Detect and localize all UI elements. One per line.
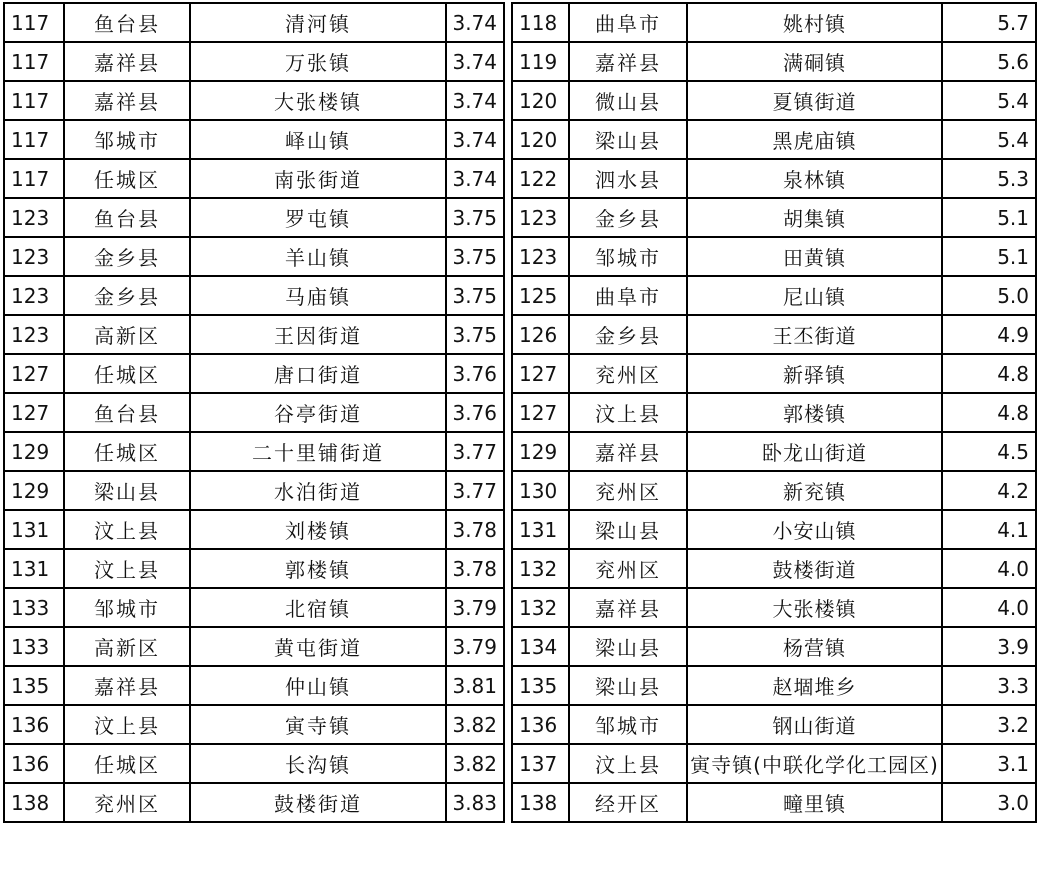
county-cell: 曲阜市 <box>569 3 687 42</box>
rank-cell: 129 <box>4 432 64 471</box>
value-cell: 3.77 <box>446 471 504 510</box>
value-cell: 3.82 <box>446 705 504 744</box>
value-cell: 4.8 <box>942 393 1036 432</box>
value-cell: 3.75 <box>446 198 504 237</box>
table-row <box>4 42 504 81</box>
county-cell: 兖州区 <box>64 783 190 822</box>
table-row <box>512 120 1036 159</box>
county-cell: 曲阜市 <box>569 276 687 315</box>
value-cell: 3.74 <box>446 3 504 42</box>
table-row <box>4 81 504 120</box>
table-row <box>4 510 504 549</box>
rank-cell: 117 <box>4 81 64 120</box>
rank-cell: 119 <box>512 42 569 81</box>
rank-cell: 135 <box>4 666 64 705</box>
county-cell: 高新区 <box>64 315 190 354</box>
county-cell: 嘉祥县 <box>569 588 687 627</box>
table-row <box>4 315 504 354</box>
rank-cell: 123 <box>4 237 64 276</box>
table-row <box>512 42 1036 81</box>
town-cell: 大张楼镇 <box>190 81 446 120</box>
table-row <box>512 276 1036 315</box>
value-cell: 3.82 <box>446 744 504 783</box>
value-cell: 3.74 <box>446 159 504 198</box>
value-cell: 3.76 <box>446 393 504 432</box>
value-cell: 5.1 <box>942 237 1036 276</box>
table-row <box>4 549 504 588</box>
value-cell: 3.75 <box>446 237 504 276</box>
value-cell: 5.7 <box>942 3 1036 42</box>
county-cell: 兖州区 <box>569 549 687 588</box>
town-cell: 泉林镇 <box>687 159 942 198</box>
rank-cell: 136 <box>4 705 64 744</box>
value-cell: 3.3 <box>942 666 1036 705</box>
town-cell: 鼓楼街道 <box>687 549 942 588</box>
county-cell: 鱼台县 <box>64 198 190 237</box>
rank-cell: 127 <box>4 393 64 432</box>
town-cell: 满硐镇 <box>687 42 942 81</box>
table-row <box>512 159 1036 198</box>
town-cell: 卧龙山街道 <box>687 432 942 471</box>
county-cell: 嘉祥县 <box>64 666 190 705</box>
town-cell: 尼山镇 <box>687 276 942 315</box>
rank-cell: 133 <box>4 588 64 627</box>
value-cell: 4.2 <box>942 471 1036 510</box>
value-cell: 3.76 <box>446 354 504 393</box>
town-cell: 新兖镇 <box>687 471 942 510</box>
table-row <box>4 354 504 393</box>
rank-cell: 118 <box>512 3 569 42</box>
value-cell: 3.79 <box>446 588 504 627</box>
town-cell: 唐口街道 <box>190 354 446 393</box>
table-row <box>512 81 1036 120</box>
rank-cell: 123 <box>512 198 569 237</box>
value-cell: 4.0 <box>942 588 1036 627</box>
value-cell: 3.74 <box>446 42 504 81</box>
table-row <box>512 3 1036 42</box>
left-table-body <box>4 3 504 822</box>
county-cell: 梁山县 <box>569 510 687 549</box>
value-cell: 5.6 <box>942 42 1036 81</box>
town-cell: 姚村镇 <box>687 3 942 42</box>
county-cell: 鱼台县 <box>64 3 190 42</box>
rank-cell: 132 <box>512 588 569 627</box>
value-cell: 5.1 <box>942 198 1036 237</box>
town-cell: 夏镇街道 <box>687 81 942 120</box>
value-cell: 3.75 <box>446 276 504 315</box>
town-cell: 疃里镇 <box>687 783 942 822</box>
county-cell: 金乡县 <box>569 315 687 354</box>
town-cell: 大张楼镇 <box>687 588 942 627</box>
county-cell: 邹城市 <box>64 120 190 159</box>
table-row <box>512 666 1036 705</box>
value-cell: 4.0 <box>942 549 1036 588</box>
rank-cell: 126 <box>512 315 569 354</box>
table-row <box>4 705 504 744</box>
table-row <box>4 471 504 510</box>
table-row <box>4 627 504 666</box>
table-row <box>4 432 504 471</box>
county-cell: 嘉祥县 <box>569 42 687 81</box>
table-row <box>4 666 504 705</box>
rank-cell: 133 <box>4 627 64 666</box>
value-cell: 4.5 <box>942 432 1036 471</box>
table-row <box>512 432 1036 471</box>
rank-cell: 123 <box>4 276 64 315</box>
county-cell: 邹城市 <box>64 588 190 627</box>
county-cell: 鱼台县 <box>64 393 190 432</box>
value-cell: 3.77 <box>446 432 504 471</box>
value-cell: 3.0 <box>942 783 1036 822</box>
value-cell: 3.1 <box>942 744 1036 783</box>
county-cell: 任城区 <box>64 744 190 783</box>
table-row <box>512 627 1036 666</box>
rank-cell: 122 <box>512 159 569 198</box>
table-row <box>512 588 1036 627</box>
table-row <box>4 198 504 237</box>
right-table-body <box>512 3 1036 822</box>
table-row <box>4 159 504 198</box>
town-cell: 郭楼镇 <box>190 549 446 588</box>
value-cell: 5.4 <box>942 120 1036 159</box>
table-row <box>512 471 1036 510</box>
town-cell: 王丕街道 <box>687 315 942 354</box>
value-cell: 3.9 <box>942 627 1036 666</box>
town-cell: 水泊街道 <box>190 471 446 510</box>
town-cell: 赵堌堆乡 <box>687 666 942 705</box>
value-cell: 4.1 <box>942 510 1036 549</box>
town-cell: 长沟镇 <box>190 744 446 783</box>
value-cell: 5.3 <box>942 159 1036 198</box>
town-cell: 马庙镇 <box>190 276 446 315</box>
value-cell: 5.0 <box>942 276 1036 315</box>
town-cell: 杨营镇 <box>687 627 942 666</box>
left-ranking-table <box>3 2 505 823</box>
county-cell: 高新区 <box>64 627 190 666</box>
town-cell: 仲山镇 <box>190 666 446 705</box>
value-cell: 3.78 <box>446 549 504 588</box>
rank-cell: 117 <box>4 3 64 42</box>
rank-cell: 129 <box>4 471 64 510</box>
county-cell: 任城区 <box>64 354 190 393</box>
town-cell: 黄屯街道 <box>190 627 446 666</box>
county-cell: 嘉祥县 <box>569 432 687 471</box>
table-row <box>512 198 1036 237</box>
town-cell: 黑虎庙镇 <box>687 120 942 159</box>
table-row <box>512 315 1036 354</box>
rank-cell: 125 <box>512 276 569 315</box>
county-cell: 梁山县 <box>569 627 687 666</box>
town-cell: 刘楼镇 <box>190 510 446 549</box>
rank-cell: 117 <box>4 42 64 81</box>
town-cell: 胡集镇 <box>687 198 942 237</box>
county-cell: 泗水县 <box>569 159 687 198</box>
town-cell: 二十里铺街道 <box>190 432 446 471</box>
town-cell: 寅寺镇(中联化学化工园区) <box>687 744 942 783</box>
value-cell: 3.78 <box>446 510 504 549</box>
town-cell: 羊山镇 <box>190 237 446 276</box>
value-cell: 4.8 <box>942 354 1036 393</box>
county-cell: 兖州区 <box>569 354 687 393</box>
town-cell: 田黄镇 <box>687 237 942 276</box>
county-cell: 经开区 <box>569 783 687 822</box>
rank-cell: 123 <box>4 315 64 354</box>
county-cell: 任城区 <box>64 432 190 471</box>
town-cell: 鼓楼街道 <box>190 783 446 822</box>
town-cell: 万张镇 <box>190 42 446 81</box>
county-cell: 任城区 <box>64 159 190 198</box>
county-cell: 嘉祥县 <box>64 42 190 81</box>
rank-cell: 129 <box>512 432 569 471</box>
county-cell: 梁山县 <box>64 471 190 510</box>
rank-cell: 138 <box>4 783 64 822</box>
county-cell: 汶上县 <box>569 393 687 432</box>
county-cell: 邹城市 <box>569 705 687 744</box>
town-cell: 北宿镇 <box>190 588 446 627</box>
town-cell: 郭楼镇 <box>687 393 942 432</box>
county-cell: 梁山县 <box>569 120 687 159</box>
table-row <box>4 276 504 315</box>
right-ranking-table <box>511 2 1037 823</box>
rank-cell: 127 <box>512 354 569 393</box>
table-row <box>4 120 504 159</box>
table-row <box>4 3 504 42</box>
town-cell: 谷亭街道 <box>190 393 446 432</box>
rank-cell: 136 <box>4 744 64 783</box>
value-cell: 3.81 <box>446 666 504 705</box>
county-cell: 汶上县 <box>569 744 687 783</box>
county-cell: 邹城市 <box>569 237 687 276</box>
town-cell: 小安山镇 <box>687 510 942 549</box>
rank-cell: 117 <box>4 120 64 159</box>
value-cell: 5.4 <box>942 81 1036 120</box>
value-cell: 4.9 <box>942 315 1036 354</box>
county-cell: 梁山县 <box>569 666 687 705</box>
rank-cell: 134 <box>512 627 569 666</box>
town-cell: 峄山镇 <box>190 120 446 159</box>
county-cell: 金乡县 <box>569 198 687 237</box>
value-cell: 3.79 <box>446 627 504 666</box>
rank-cell: 131 <box>4 549 64 588</box>
rank-cell: 120 <box>512 120 569 159</box>
county-cell: 微山县 <box>569 81 687 120</box>
table-row <box>512 705 1036 744</box>
county-cell: 金乡县 <box>64 237 190 276</box>
table-row <box>512 510 1036 549</box>
town-cell: 新驿镇 <box>687 354 942 393</box>
county-cell: 汶上县 <box>64 549 190 588</box>
county-cell: 兖州区 <box>569 471 687 510</box>
table-row <box>4 588 504 627</box>
table-row <box>512 354 1036 393</box>
table-row <box>4 744 504 783</box>
table-row <box>512 237 1036 276</box>
table-row <box>512 549 1036 588</box>
rank-cell: 137 <box>512 744 569 783</box>
table-row <box>4 783 504 822</box>
table-row <box>512 783 1036 822</box>
value-cell: 3.74 <box>446 81 504 120</box>
table-row <box>4 393 504 432</box>
county-cell: 汶上县 <box>64 705 190 744</box>
town-cell: 南张街道 <box>190 159 446 198</box>
rank-cell: 127 <box>512 393 569 432</box>
rank-cell: 136 <box>512 705 569 744</box>
table-row <box>512 393 1036 432</box>
county-cell: 嘉祥县 <box>64 81 190 120</box>
rank-cell: 131 <box>4 510 64 549</box>
rank-cell: 117 <box>4 159 64 198</box>
rank-cell: 120 <box>512 81 569 120</box>
county-cell: 汶上县 <box>64 510 190 549</box>
town-cell: 罗屯镇 <box>190 198 446 237</box>
county-cell: 金乡县 <box>64 276 190 315</box>
table-row <box>4 237 504 276</box>
town-cell: 钢山街道 <box>687 705 942 744</box>
rank-cell: 135 <box>512 666 569 705</box>
value-cell: 3.83 <box>446 783 504 822</box>
town-cell: 王因街道 <box>190 315 446 354</box>
town-cell: 清河镇 <box>190 3 446 42</box>
value-cell: 3.74 <box>446 120 504 159</box>
rank-cell: 131 <box>512 510 569 549</box>
value-cell: 3.75 <box>446 315 504 354</box>
value-cell: 3.2 <box>942 705 1036 744</box>
rank-cell: 130 <box>512 471 569 510</box>
rank-cell: 123 <box>512 237 569 276</box>
rank-cell: 127 <box>4 354 64 393</box>
rank-cell: 138 <box>512 783 569 822</box>
town-cell: 寅寺镇 <box>190 705 446 744</box>
table-row <box>512 744 1036 783</box>
rank-cell: 132 <box>512 549 569 588</box>
rank-cell: 123 <box>4 198 64 237</box>
